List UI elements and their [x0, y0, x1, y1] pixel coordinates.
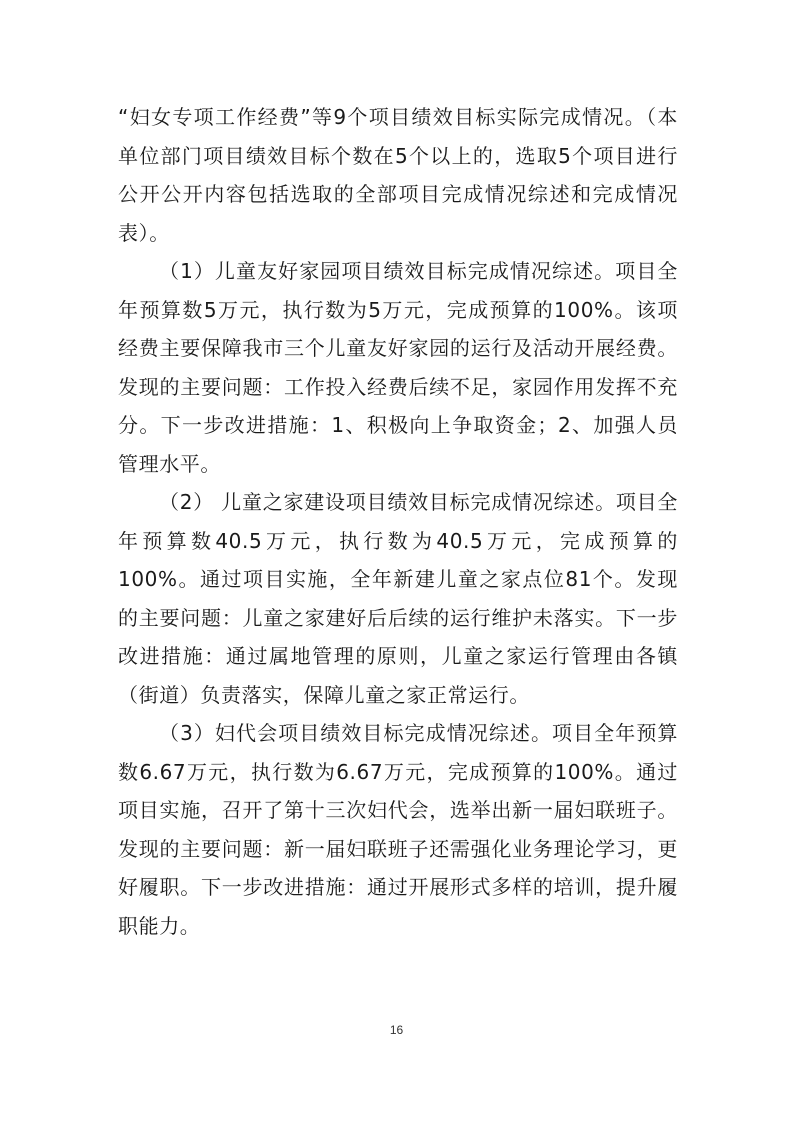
document-body	[118, 98, 678, 945]
paragraph-children-friendly-home: （1）儿童友好家园项目绩效目标完成情况综述。项目全年预算数5万元，执行数为5万元，完成预算的100%。该项经费主要保障我市三个儿童友好家园的运行及活动开展经费。发现的主要问题：工作投入经费后续不足，家园作用发挥不充分。下一步改进措施：1、积极向上争取资金；2、加强人员管理水平。	[118, 259, 678, 476]
paragraph-children-home-construction: （2） 儿童之家建设项目绩效目标完成情况综述。项目全年预算数40.5万元，执行数为40.5万元，完成预算的100%。通过项目实施，全年新建儿童之家点位81个。发现的主要问题：儿童之家建好后后续的运行维护未落实。下一步改进措施：通过属地管理的原则，儿童之家运行管理由各镇（街道）负责落实，保障儿童之家正常运行。	[118, 490, 678, 707]
paragraph-women-congress: （3）妇代会项目绩效目标完成情况综述。项目全年预算数6.67万元，执行数为6.67万元，完成预算的100%。通过项目实施，召开了第十三次妇代会，选举出新一届妇联班子。发现的主要问题：新一届妇联班子还需强化业务理论学习，更好履职。下一步改进措施：通过开展形式多样的培训，提升履职能力。	[118, 721, 678, 938]
page-number: 16	[389, 1023, 404, 1037]
paragraph-intro: “妇女专项工作经费”等9个项目绩效目标实际完成情况。（本单位部门项目绩效目标个数在5个以上的，选取5个项目进行公开公开内容包括选取的全部项目完成情况综述和完成情况表）。	[118, 105, 678, 245]
